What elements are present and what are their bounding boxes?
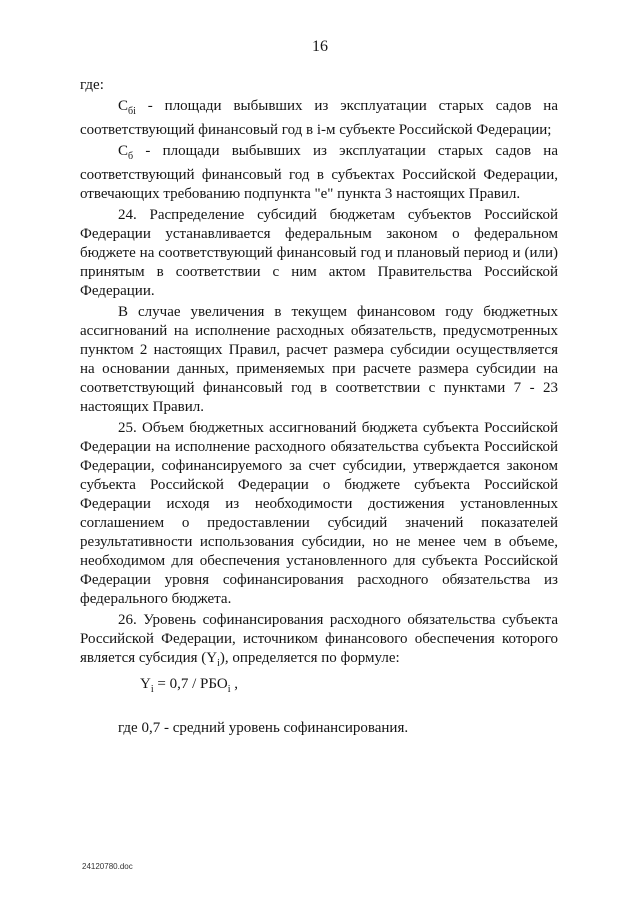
formula-rhs-subscript: i <box>227 684 231 695</box>
formula-explanation: где 0,7 - средний уровень софинансирования. <box>118 720 409 736</box>
p26-before: 26. Уровень софинансирования расходного обязательства субъекта Российской Федерации, источником финансового обеспечения которого является субсидия (Y <box>80 612 558 666</box>
paragraph-24-continued: В случае увеличения в текущем финансовом году бюджетных ассигнований на исполнение расходных обязательств, предусмотренных пунктом 2 настоящих Правил, расчет размера субсидии осуществляется на основании данных, применяемых при расчете размера субсидии на соответствующий финансовый год в соответствии с пунктами 7 - 23 настоящих Правил. <box>80 304 558 415</box>
where-label: где: <box>80 77 104 93</box>
paragraph-26 <box>80 611 558 673</box>
paragraph-24: 24. Распределение субсидий бюджетам субъектов Российской Федерации устанавливается федеральным законом о федеральном бюджете на соответствующий финансовый год и плановый период и (или) принятым в соответствии с ним актом Правительства Российской Федерации. <box>80 207 558 299</box>
formula-lhs: Y <box>140 676 151 692</box>
p26-subscript: i <box>217 658 220 669</box>
c6i-definition <box>80 97 558 140</box>
document-body <box>80 76 558 740</box>
page-number: 16 <box>312 38 328 55</box>
c6-definition <box>80 142 558 204</box>
c6i-subscript: бi <box>128 106 136 117</box>
formula-lhs-subscript: i <box>150 684 154 695</box>
c6-symbol: С <box>118 143 129 159</box>
paragraph-25: 25. Объем бюджетных ассигнований бюджета субъекта Российской Федерации на исполнение расходного обязательства субъекта Российской Федерации, софинансируемого за счет субсидии, утверждается законом субъекта Российской Федерации о бюджете субъекта Российской Федерации исходя из необходимости достижения установленных соглашением о предоставлении субсидий значений показателей результативности использования субсидии, но не менее чем в объеме, необходимом для обеспечения установленного для субъекта Российской Федерации уровня софинансирования расходного обязательства из федерального бюджета. <box>80 420 558 607</box>
c6-subscript: б <box>128 151 134 162</box>
formula-end: , <box>230 676 238 692</box>
formula-rhs: = 0,7 / РБО <box>153 676 228 692</box>
formula <box>80 675 558 699</box>
file-name-footer: 24120780.doc <box>82 862 133 871</box>
c6-text: - площади выбывших из эксплуатации старых садов на соответствующий финансовый год в субъектах Российской Федерации, отвечающих требованию подпункта "е" пункта 3 настоящих Правил. <box>80 143 558 202</box>
c6i-text: - площади выбывших из эксплуатации старых садов на соответствующий финансовый год в i-м субъекте Российской Федерации; <box>80 98 558 138</box>
c6i-symbol: С <box>118 98 129 114</box>
p26-after: ), определяется по формуле: <box>219 650 400 666</box>
